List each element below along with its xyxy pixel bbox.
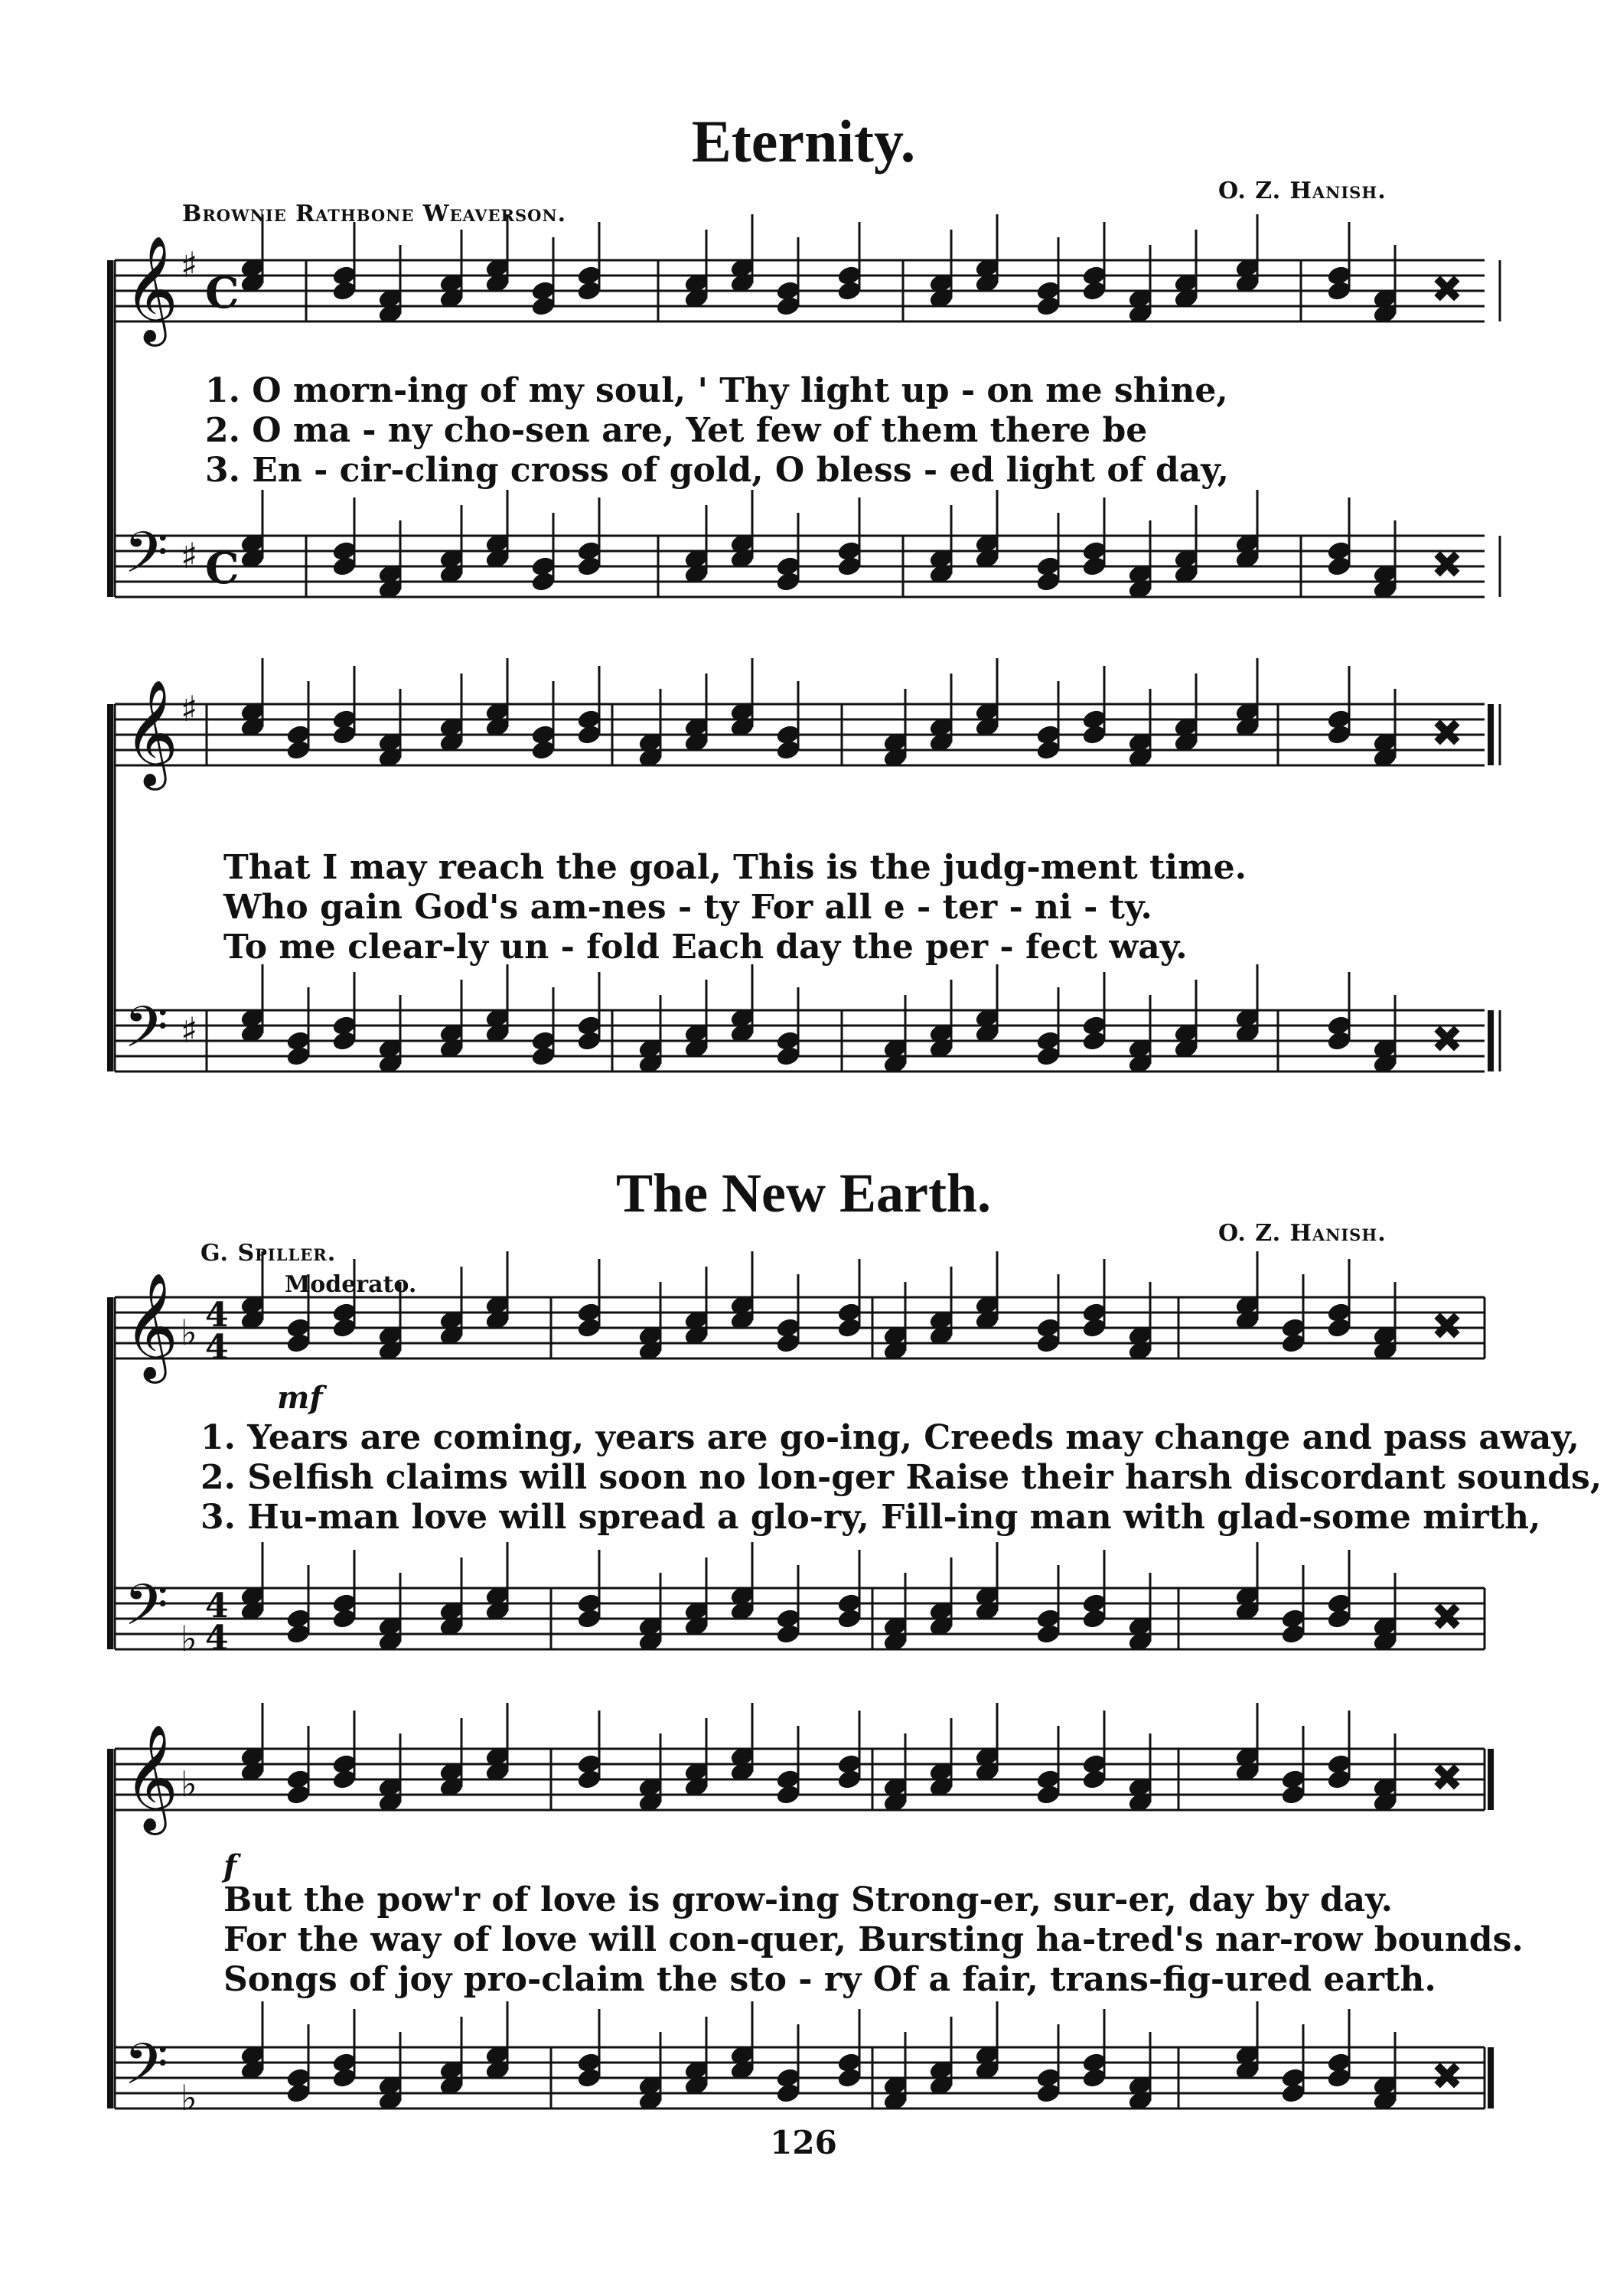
sharp-icon: ♯ <box>181 1009 198 1051</box>
treble-clef-icon: 𝄞 <box>124 1273 178 1379</box>
tempo-marking: Moderato. <box>285 1271 417 1298</box>
rest-icon: ✖ <box>1431 1304 1463 1349</box>
music-system <box>107 230 1500 658</box>
lyricist-credit: G. Spiller. <box>200 1240 337 1267</box>
rest-icon: ✖ <box>1431 1017 1463 1062</box>
time-signature: 4 <box>205 1328 229 1367</box>
flat-icon: ♭ <box>181 2077 197 2118</box>
verse-line: That I may reach the goal, This is the judg-ment time. <box>223 848 1247 887</box>
verse-line: 3. Hu-man love will spread a glo-ry, Fill-ing man with glad-some mirth, <box>200 1498 1541 1537</box>
treble-clef-icon: 𝄞 <box>124 680 178 786</box>
verse-line: Who gain God's am-nes - ty For all e - ter - ni - ty. <box>223 888 1152 927</box>
composer-credit: O. Z. Hanish. <box>1218 1220 1387 1247</box>
dynamic-marking: f <box>223 1848 237 1884</box>
treble-clef-icon: 𝄞 <box>124 236 178 342</box>
rest-icon: ✖ <box>1431 543 1463 587</box>
bass-clef-icon: 𝄢 <box>124 994 168 1075</box>
verse-line: 3. En - cir-cling cross of gold, O bless - ed light of day, <box>205 451 1229 490</box>
hymn-title: Eternity. <box>691 108 916 174</box>
flat-icon: ♭ <box>181 1763 197 1805</box>
bass-clef-icon: 𝄢 <box>124 2031 168 2112</box>
treble-clef-icon: 𝄞 <box>124 1724 178 1831</box>
hymn-title: The New Earth. <box>616 1163 991 1224</box>
verse-line: Songs of joy pro-claim the sto - ry Of a fair, trans-fig-ured earth. <box>223 1960 1436 1999</box>
bass-clef-icon: 𝄢 <box>124 1572 168 1652</box>
flat-icon: ♭ <box>181 1618 197 1659</box>
music-system <box>107 1724 1524 2124</box>
music-system <box>107 1267 1602 1695</box>
rest-icon: ✖ <box>1431 711 1463 755</box>
time-signature: 4 <box>205 1296 229 1335</box>
verse-line: 1. Years are coming, years are go-ing, Creeds may change and pass away, <box>200 1418 1579 1457</box>
time-signature: 4 <box>205 1619 229 1658</box>
verse-line: But the pow'r of love is grow-ing Strong-er, sur-er, day by day. <box>223 1880 1393 1919</box>
page-number: 126 <box>770 2124 837 2161</box>
time-signature: C <box>205 268 240 318</box>
verse-line: For the way of love will con-quer, Bursting ha-tred's nar-row bounds. <box>223 1920 1524 1959</box>
composer-credit: O. Z. Hanish. <box>1218 178 1387 204</box>
sharp-icon: ♯ <box>181 535 198 576</box>
rest-icon: ✖ <box>1431 2054 1463 2099</box>
verse-line: 1. O morn-ing of my soul, ' Thy light up - on me shine, <box>205 371 1228 410</box>
sharp-icon: ♯ <box>181 244 198 285</box>
bass-clef-icon: 𝄢 <box>124 520 168 600</box>
time-signature: C <box>205 543 240 594</box>
rest-icon: ✖ <box>1431 1756 1463 1800</box>
flat-icon: ♭ <box>181 1312 197 1353</box>
verse-line: To me clear-ly un - fold Each day the per - fect way. <box>223 928 1188 967</box>
music-system <box>107 681 1500 1133</box>
verse-line: 2. Selfish claims will soon no lon-ger Raise their harsh discordant sounds, <box>200 1458 1602 1497</box>
lyricist-credit: Brownie Rathbone Weaverson. <box>182 201 567 227</box>
time-signature: 4 <box>205 1587 229 1626</box>
rest-icon: ✖ <box>1431 1595 1463 1639</box>
dynamic-marking: mf <box>277 1380 323 1416</box>
rest-icon: ✖ <box>1431 267 1463 311</box>
verse-line: 2. O ma - ny cho-sen are, Yet few of them there be <box>205 411 1148 450</box>
sharp-icon: ♯ <box>181 688 198 729</box>
